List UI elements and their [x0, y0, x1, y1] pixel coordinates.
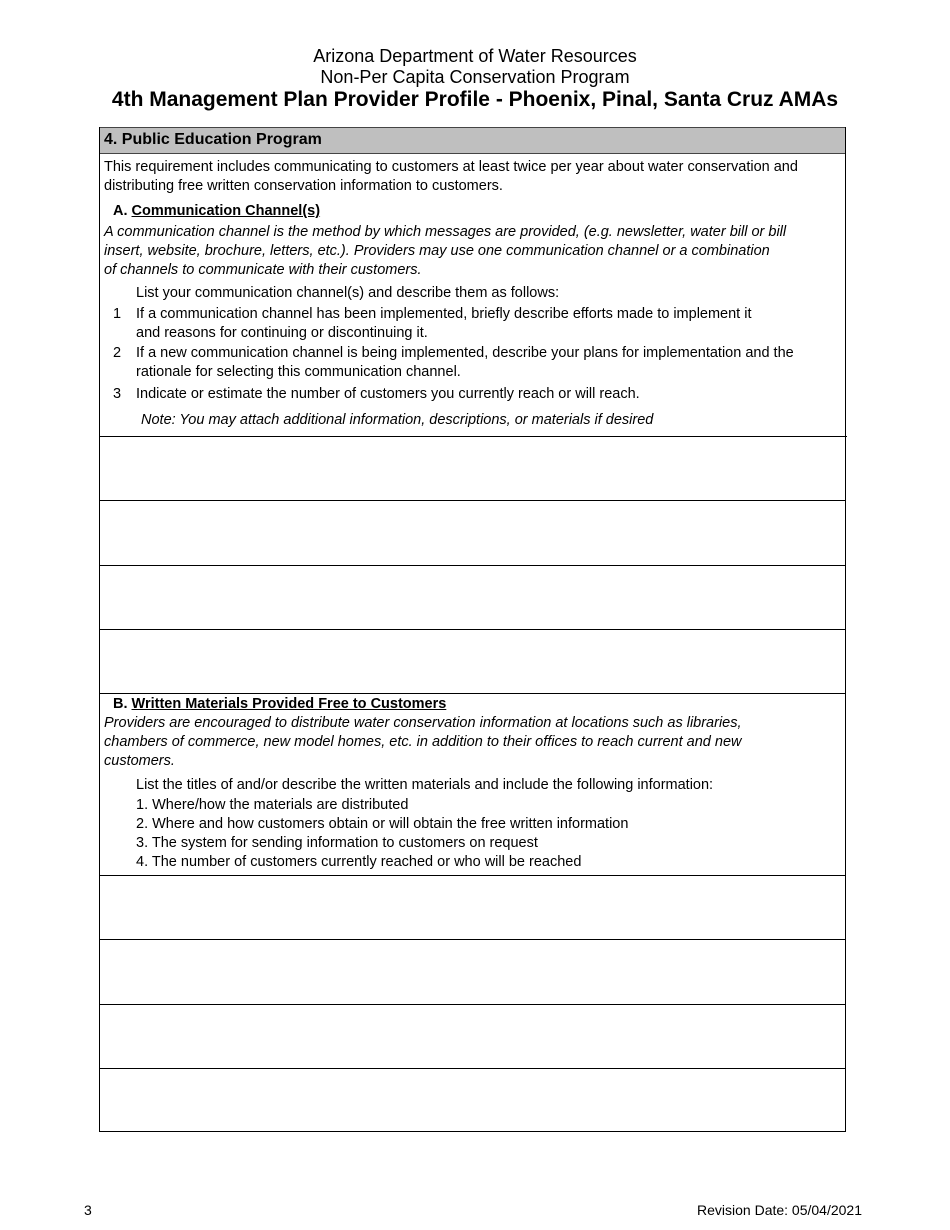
section-intro-line1: This requirement includes communicating to customers at least twice per year about water conservation and — [104, 159, 798, 175]
part-b-item: 1. Where/how the materials are distributed — [136, 797, 409, 813]
agency-name: Arizona Department of Water Resources — [313, 46, 637, 66]
part-b-letter: B. — [113, 696, 128, 712]
part-a-desc-line2: insert, website, brochure, letters, etc.). Providers may use one communication channel or a combination — [104, 243, 770, 259]
part-a-instruction: List your communication channel(s) and describe them as follows: — [136, 285, 560, 301]
part-a-item-number: 3 — [113, 386, 122, 402]
part-b-entry-row-3[interactable] — [100, 1005, 845, 1068]
part-a-item-text: If a communication channel has been implemented, briefly describe efforts made to implement it — [136, 306, 752, 322]
part-b-entry-row-1[interactable] — [100, 876, 845, 939]
program-name: Non-Per Capita Conservation Program — [320, 67, 630, 87]
part-a-item-number: 1 — [113, 306, 122, 322]
part-a-entry-row-3[interactable] — [100, 566, 845, 629]
divider — [100, 693, 845, 694]
part-b-desc-line2: chambers of commerce, new model homes, etc. in addition to their offices to reach current and new — [104, 734, 742, 750]
part-a-letter: A. — [113, 203, 128, 219]
part-b-instruction: List the titles of and/or describe the written materials and include the following information: — [136, 777, 714, 793]
part-a-item-text: and reasons for continuing or discontinuing it. — [136, 325, 428, 341]
part-a-desc-line1: A communication channel is the method by which messages are provided, (e.g. newsletter, water bill or bill — [104, 224, 787, 240]
revision-date: Revision Date: 05/04/2021 — [697, 1202, 862, 1218]
part-b-item: 4. The number of customers currently reached or who will be reached — [136, 854, 582, 870]
part-a-entry-row-2[interactable] — [100, 501, 845, 564]
section-heading: 4. Public Education Program — [100, 127, 845, 154]
section-intro-line2: distributing free written conservation information to customers. — [104, 178, 503, 194]
part-a-title: Communication Channel(s) — [131, 203, 321, 219]
part-a-item-text: Indicate or estimate the number of customers you currently reach or will reach. — [136, 386, 640, 402]
part-a-item-number: 2 — [113, 345, 122, 361]
part-a-entry-row-1[interactable] — [100, 437, 845, 500]
part-b-entry-row-4[interactable] — [100, 1069, 845, 1132]
part-b-desc-line3: customers. — [104, 753, 175, 769]
public-education-form — [99, 127, 846, 1132]
part-b-entry-row-2[interactable] — [100, 940, 845, 1003]
part-a-note: Note: You may attach additional information, descriptions, or materials if desired — [141, 412, 654, 428]
document-title: 4th Management Plan Provider Profile - Phoenix, Pinal, Santa Cruz AMAs — [111, 88, 839, 111]
part-b-title: Written Materials Provided Free to Customers — [131, 696, 447, 712]
part-a-heading — [113, 202, 320, 221]
part-b-heading — [113, 695, 446, 714]
part-a-item-text: rationale for selecting this communication channel. — [136, 364, 461, 380]
part-b-item: 2. Where and how customers obtain or will obtain the free written information — [136, 816, 629, 832]
part-a-item-text: If a new communication channel is being implemented, describe your plans for implementation and the — [136, 345, 794, 361]
page-number: 3 — [84, 1202, 92, 1218]
part-b-item: 3. The system for sending information to customers on request — [136, 835, 538, 851]
divider — [100, 1131, 845, 1132]
part-a-entry-row-4[interactable] — [100, 630, 845, 693]
part-b-desc-line1: Providers are encouraged to distribute water conservation information at locations such as libraries, — [104, 715, 742, 731]
part-a-desc-line3: of channels to communicate with their customers. — [104, 262, 422, 278]
